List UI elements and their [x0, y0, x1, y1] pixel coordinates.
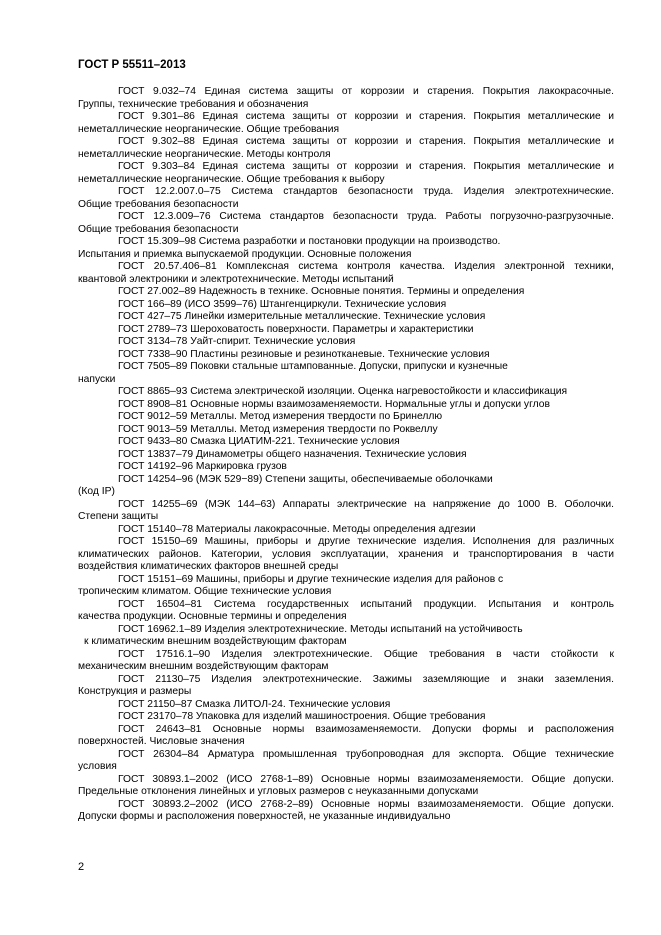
text-line: воздействия климатических факторов внешней среды [78, 561, 339, 572]
text-line: Конструкция и размеры [78, 686, 192, 697]
text-line: неметаллические неорганические. Общие требования к выбору [78, 173, 385, 185]
text-line: ГОСТ 26304–84 Арматура промышленная трубопроводная для экспорта. Общие технические [118, 748, 614, 760]
text-line: ГОСТ 427–75 Линейки измерительные металлические. Технические условия [118, 311, 486, 322]
text-line: Испытания и приемка выпускаемой продукции. Основные положения [78, 248, 412, 260]
text-line: ГОСТ 16504–81 Система государственных испытаний продукции. Испытания и контроль [118, 598, 614, 610]
text-line: ГОСТ 12.2.007.0–75 Система стандартов безопасности труда. Изделия электротехнические. [118, 186, 614, 197]
text-line: ГОСТ 30893.1–2002 (ИСО 2768-1–89) Основные нормы взаимозаменяемости. Общие допуски. [118, 773, 614, 785]
text-line: ГОСТ 8865–93 Система электрической изоляции. Оценка нагревостойкости и классификация [118, 386, 568, 397]
text-line: ГОСТ 9.301–86 Единая система защиты от коррозии и старения. Покрытия металлические и [118, 111, 614, 122]
text-line: Общие требования безопасности [78, 223, 239, 235]
text-line: поверхностей. Числовые значения [78, 736, 245, 747]
text-line: качества продукции. Основные термины и определения [78, 611, 347, 622]
text-line: неметаллические неорганические. Методы контроля [78, 148, 331, 160]
text-line: ГОСТ 15151–69 Машины, приборы и другие технические изделия для районов с [118, 573, 504, 585]
text-line: механическим внешним воздействующим факторам [78, 661, 329, 672]
text-line: ГОСТ 2789–73 Шероховатость поверхности. Параметры и характеристики [118, 323, 474, 335]
text-line: тропическим климатом. Общие технические условия [78, 586, 332, 597]
references-list [78, 86, 614, 824]
text-line: ГОСТ 9013–59 Металлы. Метод измерения твердости по Роквеллу [118, 423, 438, 435]
text-line: ГОСТ 14192–96 Маркировка грузов [118, 461, 287, 472]
text-line: Группы, технические требования и обозначения [78, 98, 309, 110]
text-line: (Код IP) [78, 486, 115, 497]
text-line: ГОСТ 30893.2–2002 (ИСО 2768-2–89) Основные нормы взаимозаменяемости. Общие допуски. [118, 798, 614, 810]
text-line: ГОСТ 24643–81 Основные нормы взаимозаменяемости. Допуски формы и расположения [118, 723, 614, 735]
text-line: ГОСТ 9.302–88 Единая система защиты от коррозии и старения. Покрытия металлические и [118, 136, 614, 147]
text-line: ГОСТ 14255–69 (МЭК 144–63) Аппараты электрические на напряжение до 1000 В. Оболочки. [118, 498, 614, 510]
page-number: 2 [78, 861, 85, 873]
text-line: ГОСТ 13837–79 Динамометры общего назначения. Технические условия [118, 448, 467, 460]
text-line: Степени защиты [78, 511, 159, 522]
text-line: ГОСТ 12.3.009–76 Система стандартов безопасности труда. Работы погрузочно-разгрузочные. [118, 211, 614, 222]
text-line: напуски [78, 373, 116, 385]
text-line: к климатическим внешним воздействующим факторам [84, 636, 347, 647]
text-line: ГОСТ 3134–78 Уайт-спирит. Технические условия [118, 336, 356, 347]
text-line: климатических районов. Категории, условия эксплуатации, хранения и транспортирования в части [78, 548, 614, 560]
text-line: ГОСТ 7505–89 Поковки стальные штампованные. Допуски, припуски и кузнечные [118, 361, 508, 372]
text-line: ГОСТ 16962.1–89 Изделия электротехнические. Методы испытаний на устойчивость [118, 623, 523, 635]
text-line: ГОСТ 15.309–98 Система разработки и постановки продукции на производство. [118, 236, 501, 247]
text-line: ГОСТ 9.032–74 Единая система защиты от коррозии и старения. Покрытия лакокрасочные. [118, 86, 614, 97]
text-line: неметаллические неорганические. Общие требования [78, 123, 340, 135]
text-line: ГОСТ 166–89 (ИСО 3599–76) Штангенциркули. Технические условия [118, 298, 447, 310]
text-line: ГОСТ 9012–59 Металлы. Метод измерения твердости по Бринеллю [118, 411, 443, 422]
text-line: ГОСТ 9433–80 Смазка ЦИАТИМ-221. Технические условия [118, 436, 400, 447]
text-line: ГОСТ 15150–69 Машины, приборы и другие технические изделия. Исполнения для различных [118, 536, 614, 547]
text-line: ГОСТ 9.303–84 Единая система защиты от коррозии и старения. Покрытия металлические и [118, 161, 614, 172]
text-line: ГОСТ 7338–90 Пластины резиновые и резинотканевые. Технические условия [118, 348, 490, 360]
text-line: ГОСТ 15140–78 Материалы лакокрасочные. Методы определения адгезии [118, 523, 476, 535]
text-line: ГОСТ 14254–96 (МЭК 529−89) Степени защиты, обеспечиваемые оболочками [118, 473, 493, 485]
text-line: ГОСТ 23170–78 Упаковка для изделий машиностроения. Общие требования [118, 711, 486, 722]
text-line: ГОСТ 21150–87 Смазка ЛИТОЛ-24. Технические условия [118, 698, 391, 710]
text-line: условия [78, 761, 117, 772]
text-line: Общие требования безопасности [78, 198, 239, 210]
text-line: квантовой электроники и электротехнические. Методы испытаний [78, 273, 394, 285]
text-line: ГОСТ 17516.1–90 Изделия электротехнические. Общие требования в части стойкости к [118, 648, 614, 660]
text-line: ГОСТ 21130–75 Изделия электротехнические. Зажимы заземляющие и знаки заземления. [118, 673, 614, 685]
text-line: Допуски формы и расположения поверхностей, не указанные индивидуально [78, 811, 451, 822]
text-line: ГОСТ 27.002–89 Надежность в технике. Основные понятия. Термины и определения [118, 286, 525, 297]
text-line: ГОСТ 8908–81 Основные нормы взаимозаменяемости. Нормальные углы и допуски углов [118, 398, 550, 410]
document-header: ГОСТ Р 55511–2013 [78, 59, 186, 71]
text-line: ГОСТ 20.57.406–81 Комплексная система контроля качества. Изделия электронной техники, [118, 261, 614, 272]
text-line: Предельные отклонения линейных и угловых размеров с неуказанными допусками [78, 786, 479, 797]
